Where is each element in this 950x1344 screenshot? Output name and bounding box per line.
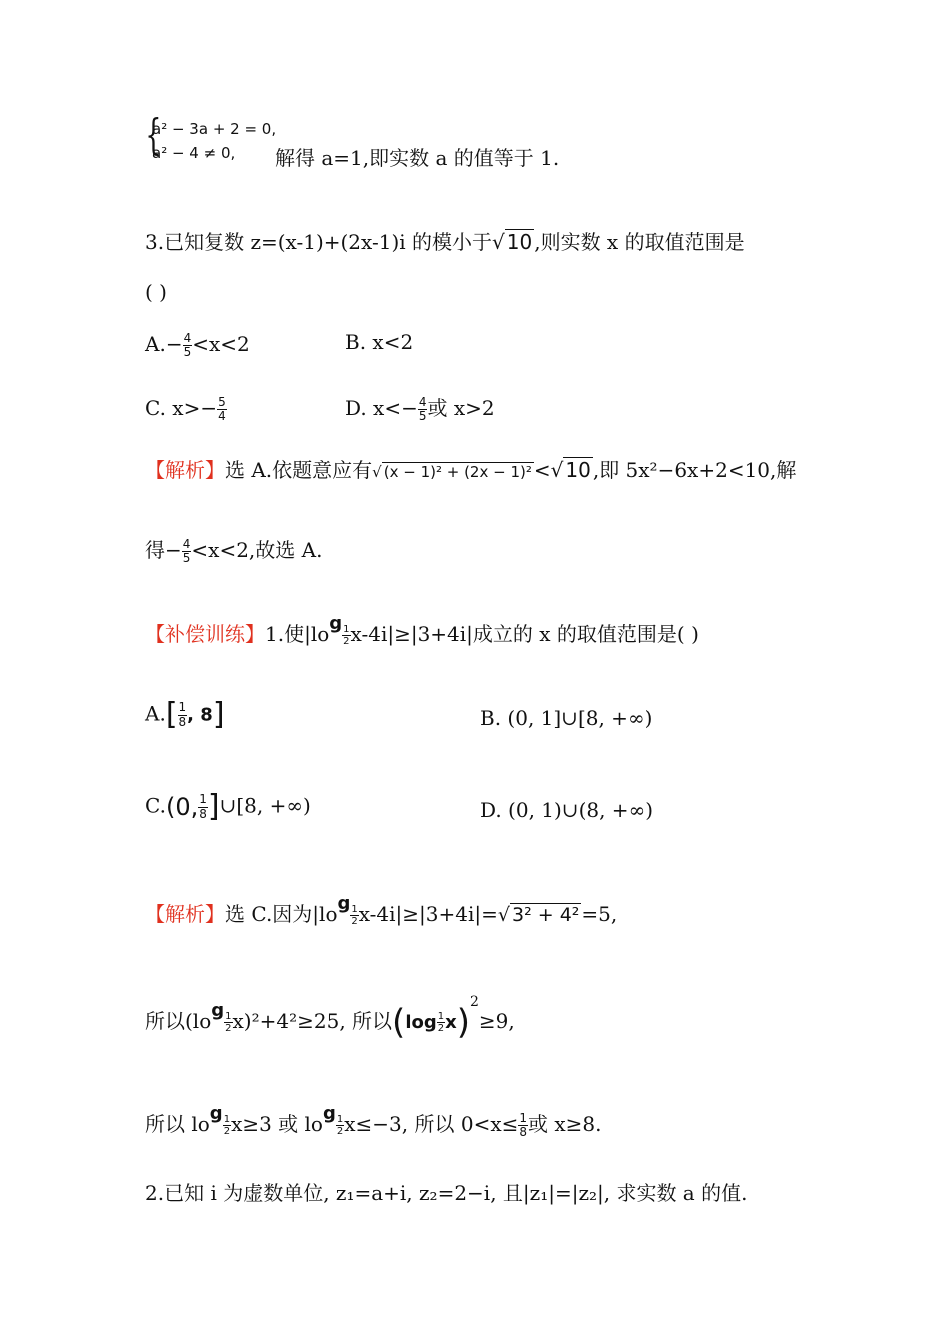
- solution-2-line-1: 【解析】选 C.因为|log $\frac{1}{2}$ x-4i|≥|3+4i|=√ 3² + 4² =5,: [145, 893, 618, 927]
- solution-1-line-1: 【解析】选 A.依题意应有√ (x − 1)² + (2x − 1)² <√ 10 ,即 5x²−6x+2<10,解: [145, 458, 797, 482]
- system-result: 解得 a=1,即实数 a 的值等于 1.: [275, 146, 560, 170]
- bc-option-d: D. (0, 1)∪(8, +∞): [480, 798, 654, 822]
- solution-2-line-3: 所以 log $\frac{1}{2}$ x≥3 或 log $\frac{1}{2}$ x≤−3, 所以 0<x≤ $\frac{1}{8}$ 或 x≥8.: [145, 1103, 602, 1139]
- fraction-1-8: $\frac{1}{8}$: [199, 792, 207, 821]
- fraction-1-2: $\frac{1}{2}$: [225, 1011, 232, 1034]
- left-brace: {: [145, 110, 162, 159]
- fraction-1-2: $\frac{1}{2}$: [336, 1114, 344, 1137]
- jiexi-label: 【解析】: [145, 902, 225, 926]
- fraction-4-5: $\frac{4}{5}$: [418, 395, 427, 424]
- sqrt-10: √ 10: [492, 230, 533, 254]
- bc-option-c: C.(0, $\frac{1}{8}$ ]∪[8, +∞): [145, 789, 311, 824]
- q3-stem-a: 3.已知复数 z=(x-1)+(2x-1)i 的模小于: [145, 230, 493, 254]
- fraction-1-8: $\frac{1}{8}$: [178, 700, 187, 729]
- bc-option-a: A.[ $\frac{1}{8}$ , 8]: [145, 697, 225, 732]
- buchang-label: 【补偿训练】: [145, 622, 265, 646]
- fraction-1-2: $\frac{1}{2}$: [343, 624, 350, 647]
- supplementary-q2: 2.已知 i 为虚数单位, z₁=a+i, z₂=2−i, 且|z₁|=|z₂|, 求实数 a 的值.: [145, 1181, 748, 1205]
- sqrt-10: √ 10: [550, 458, 591, 482]
- fraction-5-4: $\frac{5}{4}$: [218, 395, 226, 424]
- system-eq-2: a² − 4 ≠ 0,: [152, 144, 236, 162]
- option-c: C. x>− $\frac{5}{4}$: [145, 395, 226, 424]
- q3-paren: ( ): [145, 280, 167, 304]
- sqrt-expression: √ (x − 1)² + (2x − 1)²: [372, 463, 532, 481]
- system-eq-1: a² − 3a + 2 = 0,: [152, 120, 277, 138]
- solution-2-line-2: 所以(log $\frac{1}{2}$ x)²+4²≥25, 所以(log $\frac{1}{2}$ x)$^2$≥9,: [145, 994, 515, 1043]
- solution-1-line-2: 得− $\frac{4}{5}$ <x<2,故选 A.: [145, 537, 323, 566]
- log-expression: log: [405, 1012, 437, 1033]
- fraction-1-2: $\frac{1}{2}$: [437, 1011, 445, 1034]
- fraction-4-5: $\frac{4}{5}$: [182, 537, 191, 566]
- fraction-1-2: $\frac{1}{2}$: [223, 1114, 231, 1137]
- fraction-4-5: $\frac{4}{5}$: [183, 331, 192, 360]
- sqrt-3-4: √ 3² + 4²: [497, 904, 580, 926]
- log-base-half: g: [329, 613, 343, 634]
- fraction-1-2: $\frac{1}{2}$: [351, 904, 358, 927]
- jiexi-label: 【解析】: [145, 458, 225, 482]
- q3-stem-b: ,则实数 x 的取值范围是: [534, 230, 745, 254]
- option-d: D. x<− $\frac{4}{5}$ 或 x>2: [345, 395, 495, 424]
- option-a: A.− $\frac{4}{5}$ <x<2: [145, 331, 250, 360]
- bc-option-b: B. (0, 1]∪[8, +∞): [480, 706, 653, 730]
- option-b: B. x<2: [345, 330, 414, 354]
- fraction-1-8: $\frac{1}{8}$: [519, 1110, 528, 1139]
- q3-stem: [145, 232, 745, 252]
- supplementary-q1: 【补偿训练】1.使|log $\frac{1}{2}$ x-4i|≥|3+4i|成立的 x 的取值范围是( ): [145, 613, 699, 647]
